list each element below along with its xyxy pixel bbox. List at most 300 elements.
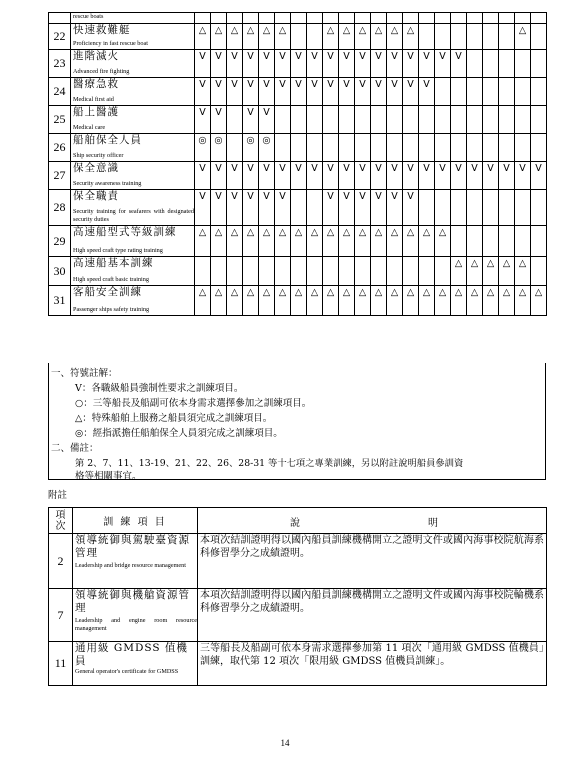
mark-cell: △ [483, 286, 499, 316]
mark-cell [307, 190, 323, 226]
item-zh: 客船安全訓練 [73, 286, 142, 298]
training-item-cell [71, 78, 195, 106]
mark-cell: △ [371, 226, 387, 257]
mark-cell: △ [227, 286, 243, 316]
item-en: High speed craft basic training [73, 276, 149, 283]
mark-cell [291, 24, 307, 50]
training-item-cell [71, 286, 195, 316]
mark-cell [467, 24, 483, 50]
item-en: Security training for seafarers with designated security duties [73, 208, 194, 223]
mark-cell: △ [387, 286, 403, 316]
mark-cell [451, 78, 467, 106]
row-number: 28 [49, 190, 71, 226]
mark-cell: V [371, 50, 387, 78]
mark-cell [467, 190, 483, 226]
mark-cell: V [339, 162, 355, 190]
mark-cell [291, 106, 307, 134]
legend-item-mandatory: V：各職級船員強制性要求之訓練項目。 [75, 383, 244, 394]
mark-cell [451, 13, 467, 24]
mark-cell: V [467, 162, 483, 190]
mark-cell [403, 13, 419, 24]
appendix-row-no: 11 [49, 642, 73, 686]
mark-cell [483, 106, 499, 134]
mark-cell [275, 134, 291, 162]
mark-cell: △ [467, 286, 483, 316]
mark-cell: V [195, 190, 211, 226]
mark-cell [515, 190, 531, 226]
mark-cell [227, 257, 243, 286]
mark-cell: V [387, 162, 403, 190]
row-number: 31 [49, 286, 71, 316]
mark-cell [531, 24, 547, 50]
mark-cell: △ [403, 286, 419, 316]
appendix-row-no: 7 [49, 589, 73, 642]
mark-cell: △ [403, 24, 419, 50]
mark-cell [531, 50, 547, 78]
mark-cell: △ [515, 286, 531, 316]
mark-cell [515, 106, 531, 134]
mark-cell [419, 134, 435, 162]
mark-cell [515, 78, 531, 106]
mark-cell: V [275, 190, 291, 226]
mark-cell: V [419, 162, 435, 190]
mark-cell: V [259, 106, 275, 134]
mark-cell: △ [291, 286, 307, 316]
mark-cell [387, 106, 403, 134]
mark-cell [323, 106, 339, 134]
item-zh: 通用級 GMDSS 值機員 [75, 642, 188, 667]
legend-item-special-ship: △：特殊船舶上服務之船員須完成之訓練項目。 [75, 413, 273, 424]
appendix-row-desc [198, 534, 547, 589]
mark-cell: V [195, 50, 211, 78]
mark-cell: V [403, 50, 419, 78]
mark-cell [499, 134, 515, 162]
mark-cell [307, 106, 323, 134]
training-matrix-table [48, 12, 547, 316]
mark-cell: V [243, 190, 259, 226]
mark-cell: △ [515, 257, 531, 286]
mark-cell [291, 134, 307, 162]
mark-cell: △ [227, 24, 243, 50]
mark-cell [483, 13, 499, 24]
mark-cell: ◎ [259, 134, 275, 162]
mark-cell [419, 13, 435, 24]
mark-cell [323, 257, 339, 286]
mark-cell [483, 190, 499, 226]
header-desc-right: 明 [428, 518, 440, 529]
mark-cell: V [435, 50, 451, 78]
mark-cell: △ [387, 226, 403, 257]
header-item: 訓 練 項 目 [73, 508, 198, 534]
mark-cell: V [243, 106, 259, 134]
mark-cell [451, 226, 467, 257]
mark-cell [531, 226, 547, 257]
mark-cell: △ [499, 286, 515, 316]
mark-cell: V [195, 106, 211, 134]
mark-cell: V [403, 78, 419, 106]
mark-cell [307, 257, 323, 286]
mark-cell [259, 257, 275, 286]
mark-cell [435, 190, 451, 226]
mark-cell [435, 78, 451, 106]
item-zh: 領導統御與機艙資源管理 [75, 589, 190, 614]
mark-cell [483, 226, 499, 257]
mark-cell: V [387, 78, 403, 106]
table-row [49, 50, 547, 78]
item-en: General operator's certificate for GMDSS [75, 668, 179, 675]
mark-cell [451, 106, 467, 134]
mark-cell [291, 190, 307, 226]
mark-cell [323, 134, 339, 162]
mark-cell [531, 78, 547, 106]
mark-cell [467, 78, 483, 106]
mark-cell: V [291, 50, 307, 78]
mark-cell [387, 257, 403, 286]
item-zh: 保全職責 [73, 190, 119, 202]
mark-cell [499, 78, 515, 106]
mark-cell: △ [355, 286, 371, 316]
mark-cell: △ [371, 24, 387, 50]
item-zh: 高速船基本訓練 [73, 257, 154, 269]
mark-cell: △ [339, 226, 355, 257]
appendix-row-item [73, 534, 198, 589]
item-en: Security awareness training [73, 180, 142, 187]
item-zh: 保全意識 [73, 162, 119, 174]
mark-cell [403, 134, 419, 162]
item-zh: 醫療急救 [73, 78, 119, 90]
mark-cell: ◎ [211, 134, 227, 162]
mark-cell: V [371, 190, 387, 226]
mark-cell: ◎ [243, 134, 259, 162]
mark-cell: V [227, 50, 243, 78]
training-item-cell [71, 50, 195, 78]
mark-cell [339, 106, 355, 134]
remark-text-line1: 第 2、7、11、13-19、21、22、26、28-31 等十七項之專業訓練，另以附註說明船員參訓資 [75, 458, 464, 469]
mark-cell: V [323, 190, 339, 226]
mark-cell: △ [531, 286, 547, 316]
mark-cell [355, 13, 371, 24]
mark-cell: V [243, 50, 259, 78]
appendix-row-item [73, 642, 198, 686]
appendix-row [49, 589, 547, 642]
mark-cell [291, 257, 307, 286]
mark-cell [243, 13, 259, 24]
header-item-no: 項次 [49, 508, 73, 534]
mark-cell: △ [275, 24, 291, 50]
row-number: 25 [49, 106, 71, 134]
mark-cell [339, 13, 355, 24]
mark-cell [467, 13, 483, 24]
row-number: 22 [49, 24, 71, 50]
mark-cell: V [387, 50, 403, 78]
mark-cell [451, 24, 467, 50]
mark-cell: V [307, 162, 323, 190]
mark-cell [515, 226, 531, 257]
training-item-cell [71, 24, 195, 50]
mark-cell: △ [227, 226, 243, 257]
desc-text: 本項次結訓證明得以國內船員訓練機構開立之證明文件或國內海事校院輪機系科修習學分之成績證明。 [200, 590, 544, 614]
mark-cell: V [211, 50, 227, 78]
mark-cell [211, 13, 227, 24]
mark-cell [419, 257, 435, 286]
mark-cell: △ [451, 286, 467, 316]
mark-cell: △ [195, 286, 211, 316]
mark-cell: △ [323, 286, 339, 316]
item-en: Ship security officer [73, 152, 124, 159]
mark-cell [403, 257, 419, 286]
mark-cell: V [227, 162, 243, 190]
mark-cell: V [339, 78, 355, 106]
remark-text-line2: 格等相關事宜。 [75, 471, 142, 482]
mark-cell [467, 50, 483, 78]
table-row [49, 286, 547, 316]
mark-cell [227, 13, 243, 24]
mark-cell [419, 24, 435, 50]
mark-cell: △ [243, 286, 259, 316]
mark-cell [291, 13, 307, 24]
appendix-header-row [49, 508, 547, 534]
mark-cell [371, 134, 387, 162]
mark-cell: V [419, 78, 435, 106]
mark-cell: V [307, 78, 323, 106]
mark-cell: V [323, 78, 339, 106]
mark-cell: △ [323, 226, 339, 257]
mark-cell: △ [451, 257, 467, 286]
mark-cell [275, 257, 291, 286]
table-row [49, 226, 547, 257]
mark-cell: V [323, 50, 339, 78]
mark-cell: V [451, 50, 467, 78]
item-en: Medical care [73, 124, 106, 131]
mark-cell: △ [403, 226, 419, 257]
item-zh: 領導統御與駕駛臺資源管理 [75, 534, 190, 559]
table-row-fragment [49, 13, 547, 24]
row-number: 26 [49, 134, 71, 162]
training-item-cell [71, 190, 195, 226]
mark-cell: V [355, 190, 371, 226]
mark-cell [387, 13, 403, 24]
appendix-row [49, 642, 547, 686]
mark-cell [371, 106, 387, 134]
mark-cell [531, 106, 547, 134]
mark-cell [387, 134, 403, 162]
table-row [49, 257, 547, 286]
mark-cell: V [339, 50, 355, 78]
mark-cell: △ [275, 226, 291, 257]
mark-cell [323, 13, 339, 24]
table-row [49, 24, 547, 50]
mark-cell [259, 13, 275, 24]
mark-cell: V [195, 162, 211, 190]
training-item-cell [71, 257, 195, 286]
mark-cell: V [371, 78, 387, 106]
mark-cell [227, 134, 243, 162]
mark-cell: V [355, 162, 371, 190]
table-row [49, 134, 547, 162]
symbol-legend-heading: 一、符號註解： [51, 368, 118, 379]
row-number [49, 13, 71, 24]
mark-cell [467, 106, 483, 134]
mark-cell: △ [515, 24, 531, 50]
mark-cell [355, 106, 371, 134]
mark-cell: △ [467, 257, 483, 286]
mark-cell: △ [211, 286, 227, 316]
mark-cell [499, 106, 515, 134]
mark-cell [451, 134, 467, 162]
mark-cell [195, 13, 211, 24]
table-row [49, 162, 547, 190]
mark-cell [275, 13, 291, 24]
mark-cell: △ [435, 286, 451, 316]
remark-heading: 二、備註： [51, 443, 99, 454]
mark-cell: △ [339, 286, 355, 316]
item-zh: 船舶保全人員 [73, 134, 142, 146]
item-en: Advanced fire fighting [73, 68, 130, 75]
mark-cell [483, 134, 499, 162]
mark-cell: V [211, 106, 227, 134]
mark-cell: V [339, 190, 355, 226]
mark-cell [515, 134, 531, 162]
mark-cell: △ [211, 226, 227, 257]
mark-cell: △ [259, 286, 275, 316]
mark-cell: △ [291, 226, 307, 257]
mark-cell: V [451, 162, 467, 190]
row-number: 24 [49, 78, 71, 106]
item-en: Proficiency in fast rescue boat [73, 40, 148, 47]
mark-cell: V [531, 162, 547, 190]
mark-cell: △ [355, 226, 371, 257]
mark-cell: V [307, 50, 323, 78]
mark-cell: △ [307, 286, 323, 316]
item-zh: 船上醫護 [73, 106, 119, 118]
mark-cell: V [259, 50, 275, 78]
mark-cell: V [211, 78, 227, 106]
mark-cell: V [211, 162, 227, 190]
item-zh: 高速船型式等級訓練 [73, 226, 177, 238]
mark-cell: ◎ [195, 134, 211, 162]
mark-cell [403, 106, 419, 134]
mark-cell [483, 50, 499, 78]
mark-cell [499, 226, 515, 257]
item-en: Leadership and engine room resource management [75, 617, 197, 632]
mark-cell [531, 134, 547, 162]
mark-cell: V [403, 162, 419, 190]
mark-cell: V [291, 162, 307, 190]
mark-cell [451, 190, 467, 226]
mark-cell: △ [339, 24, 355, 50]
desc-text: 本項次結訓證明得以國內船員訓練機構開立之證明文件或國內海事校院航海系科修習學分之成績證明。 [200, 535, 544, 559]
mark-cell: V [435, 162, 451, 190]
appendix-row [49, 534, 547, 589]
page-number: 14 [280, 738, 290, 748]
training-item-cell [71, 226, 195, 257]
mark-cell: △ [323, 24, 339, 50]
mark-cell: △ [355, 24, 371, 50]
training-item-cell [71, 106, 195, 134]
item-en: rescue boats [73, 13, 104, 20]
training-item-cell [71, 13, 195, 24]
mark-cell [227, 106, 243, 134]
mark-cell: V [259, 162, 275, 190]
mark-cell: V [243, 78, 259, 106]
header-desc-left: 說 [290, 518, 302, 529]
mark-cell [467, 226, 483, 257]
mark-cell [211, 257, 227, 286]
mark-cell: △ [259, 226, 275, 257]
mark-cell [515, 13, 531, 24]
mark-cell [435, 13, 451, 24]
item-en: Passenger ships safety training [73, 306, 150, 313]
row-number: 30 [49, 257, 71, 286]
appendix-row-no: 2 [49, 534, 73, 589]
mark-cell: V [323, 162, 339, 190]
mark-cell [243, 257, 259, 286]
mark-cell [435, 106, 451, 134]
mark-cell: △ [307, 226, 323, 257]
mark-cell [483, 78, 499, 106]
legend-item-optional: ○：三等船長及船副可依本身需求選擇參加之訓練項目。 [75, 398, 312, 409]
item-en: High speed craft type rating training [73, 247, 163, 254]
mark-cell [435, 257, 451, 286]
mark-cell: V [227, 190, 243, 226]
mark-cell [195, 257, 211, 286]
mark-cell: △ [387, 24, 403, 50]
mark-cell: V [275, 50, 291, 78]
mark-cell: V [419, 50, 435, 78]
legend-item-security-officer: ◎：經指派擔任船舶保全人員須完成之訓練項目。 [75, 428, 283, 439]
mark-cell: △ [419, 286, 435, 316]
mark-cell: V [515, 162, 531, 190]
appendix-label: 附註 [48, 490, 68, 501]
table-row [49, 190, 547, 226]
mark-cell: △ [243, 226, 259, 257]
mark-cell [467, 134, 483, 162]
row-number: 23 [49, 50, 71, 78]
appendix-row-desc [198, 642, 547, 686]
mark-cell: V [499, 162, 515, 190]
mark-cell [435, 24, 451, 50]
mark-cell [499, 13, 515, 24]
row-number: 29 [49, 226, 71, 257]
mark-cell: V [243, 162, 259, 190]
mark-cell [435, 134, 451, 162]
mark-cell: △ [211, 24, 227, 50]
mark-cell [419, 106, 435, 134]
mark-cell [339, 257, 355, 286]
mark-cell [371, 257, 387, 286]
mark-cell [307, 134, 323, 162]
mark-cell: V [355, 50, 371, 78]
header-description [198, 508, 547, 534]
mark-cell: △ [275, 286, 291, 316]
row-number: 27 [49, 162, 71, 190]
mark-cell: V [259, 190, 275, 226]
mark-cell: V [195, 78, 211, 106]
mark-cell: V [355, 78, 371, 106]
item-zh: 進階滅火 [73, 50, 119, 62]
mark-cell [499, 50, 515, 78]
training-item-cell [71, 162, 195, 190]
item-zh: 快速救難艇 [73, 24, 131, 36]
mark-cell: △ [499, 257, 515, 286]
mark-cell: V [291, 78, 307, 106]
mark-cell: V [259, 78, 275, 106]
mark-cell: V [275, 78, 291, 106]
mark-cell: △ [435, 226, 451, 257]
mark-cell [275, 106, 291, 134]
mark-cell: V [371, 162, 387, 190]
mark-cell [483, 24, 499, 50]
